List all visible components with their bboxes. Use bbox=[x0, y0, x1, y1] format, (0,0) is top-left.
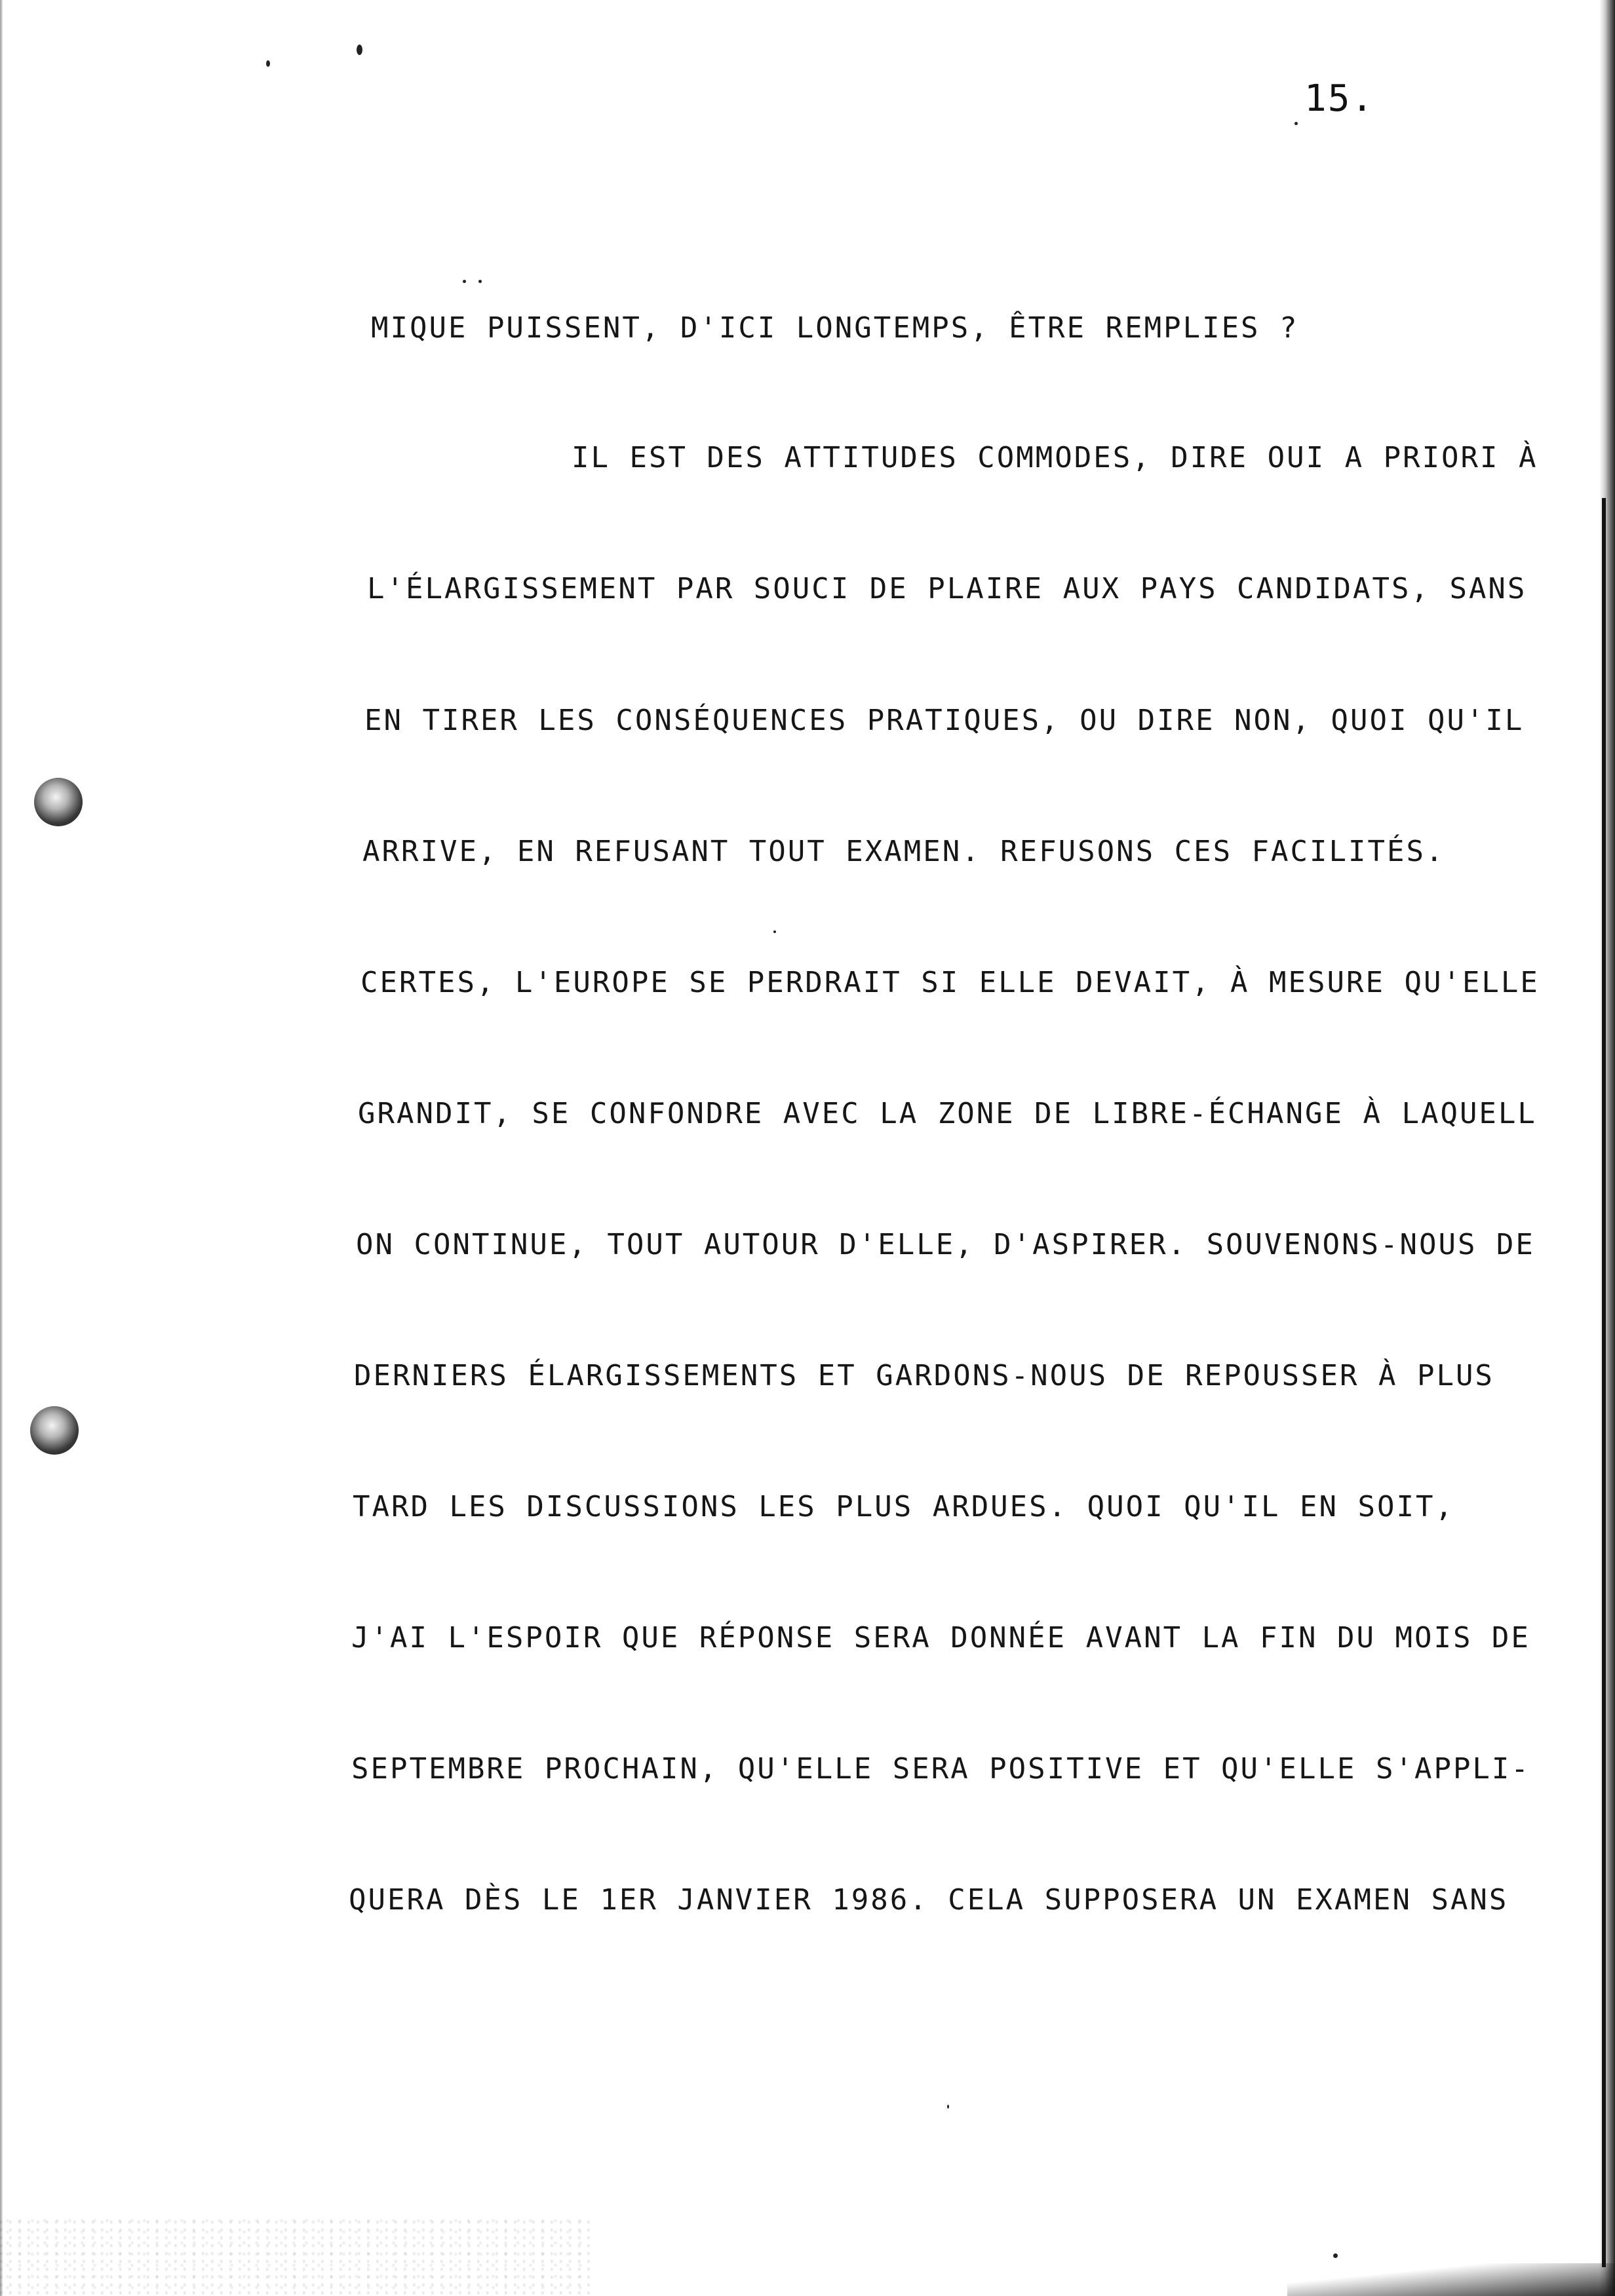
scan-shadow-bottom-right bbox=[1287, 2263, 1615, 2296]
text-line: DERNIERS ÉLARGISSEMENTS ET GARDONS-NOUS DE REPOUSSER À PLUS bbox=[354, 1359, 1494, 1392]
text-line: TARD LES DISCUSSIONS LES PLUS ARDUES. QUOI QU'IL EN SOIT, bbox=[353, 1490, 1454, 1523]
scan-speck bbox=[1294, 122, 1298, 125]
text-line: ARRIVE, EN REFUSANT TOUT EXAMEN. REFUSONS CES FACILITÉS. bbox=[362, 835, 1445, 868]
text-line: J'AI L'ESPOIR QUE RÉPONSE SERA DONNÉE AVANT LA FIN DU MOIS DE bbox=[351, 1621, 1530, 1655]
scan-noise-bottom-left bbox=[0, 2217, 590, 2296]
text-line: ON CONTINUE, TOUT AUTOUR D'ELLE, D'ASPIRER. SOUVENONS-NOUS DE bbox=[356, 1228, 1535, 1261]
text-line: MIQUE PUISSENT, D'ICI LONGTEMPS, ÊTRE REMPLIES ? bbox=[371, 311, 1299, 345]
text-line: GRANDIT, SE CONFONDRE AVEC LA ZONE DE LIBRE-ÉCHANGE À LAQUELL bbox=[358, 1097, 1537, 1130]
scan-speck bbox=[357, 45, 362, 55]
text-line: EN TIRER LES CONSÉQUENCES PRATIQUES, OU DIRE NON, QUOI QU'IL bbox=[364, 704, 1525, 737]
scan-speck bbox=[478, 280, 482, 283]
text-line: IL EST DES ATTITUDES COMMODES, DIRE OUI A PRIORI À bbox=[572, 441, 1538, 474]
text-line: L'ÉLARGISSEMENT PAR SOUCI DE PLAIRE AUX PAYS CANDIDATS, SANS bbox=[367, 572, 1527, 605]
scan-speck bbox=[947, 2105, 949, 2109]
text-line: CERTES, L'EUROPE SE PERDRAIT SI ELLE DEVAIT, À MESURE QU'ELLE bbox=[360, 966, 1540, 999]
scan-speck bbox=[773, 930, 776, 933]
punch-hole-icon bbox=[30, 1406, 79, 1455]
scan-speck bbox=[463, 280, 466, 283]
text-line: SEPTEMBRE PROCHAIN, QU'ELLE SERA POSITIVE ET QU'ELLE S'APPLI- bbox=[351, 1752, 1530, 1786]
scan-edge-right-line bbox=[1602, 498, 1606, 2267]
punch-hole-icon bbox=[34, 778, 83, 826]
page-number: 15. bbox=[1304, 77, 1375, 120]
scan-speck bbox=[266, 60, 270, 67]
scan-edge-left bbox=[0, 0, 3, 2296]
scan-speck bbox=[1333, 2253, 1338, 2258]
text-line: QUERA DÈS LE 1ER JANVIER 1986. CELA SUPPOSERA UN EXAMEN SANS bbox=[349, 1883, 1509, 1917]
